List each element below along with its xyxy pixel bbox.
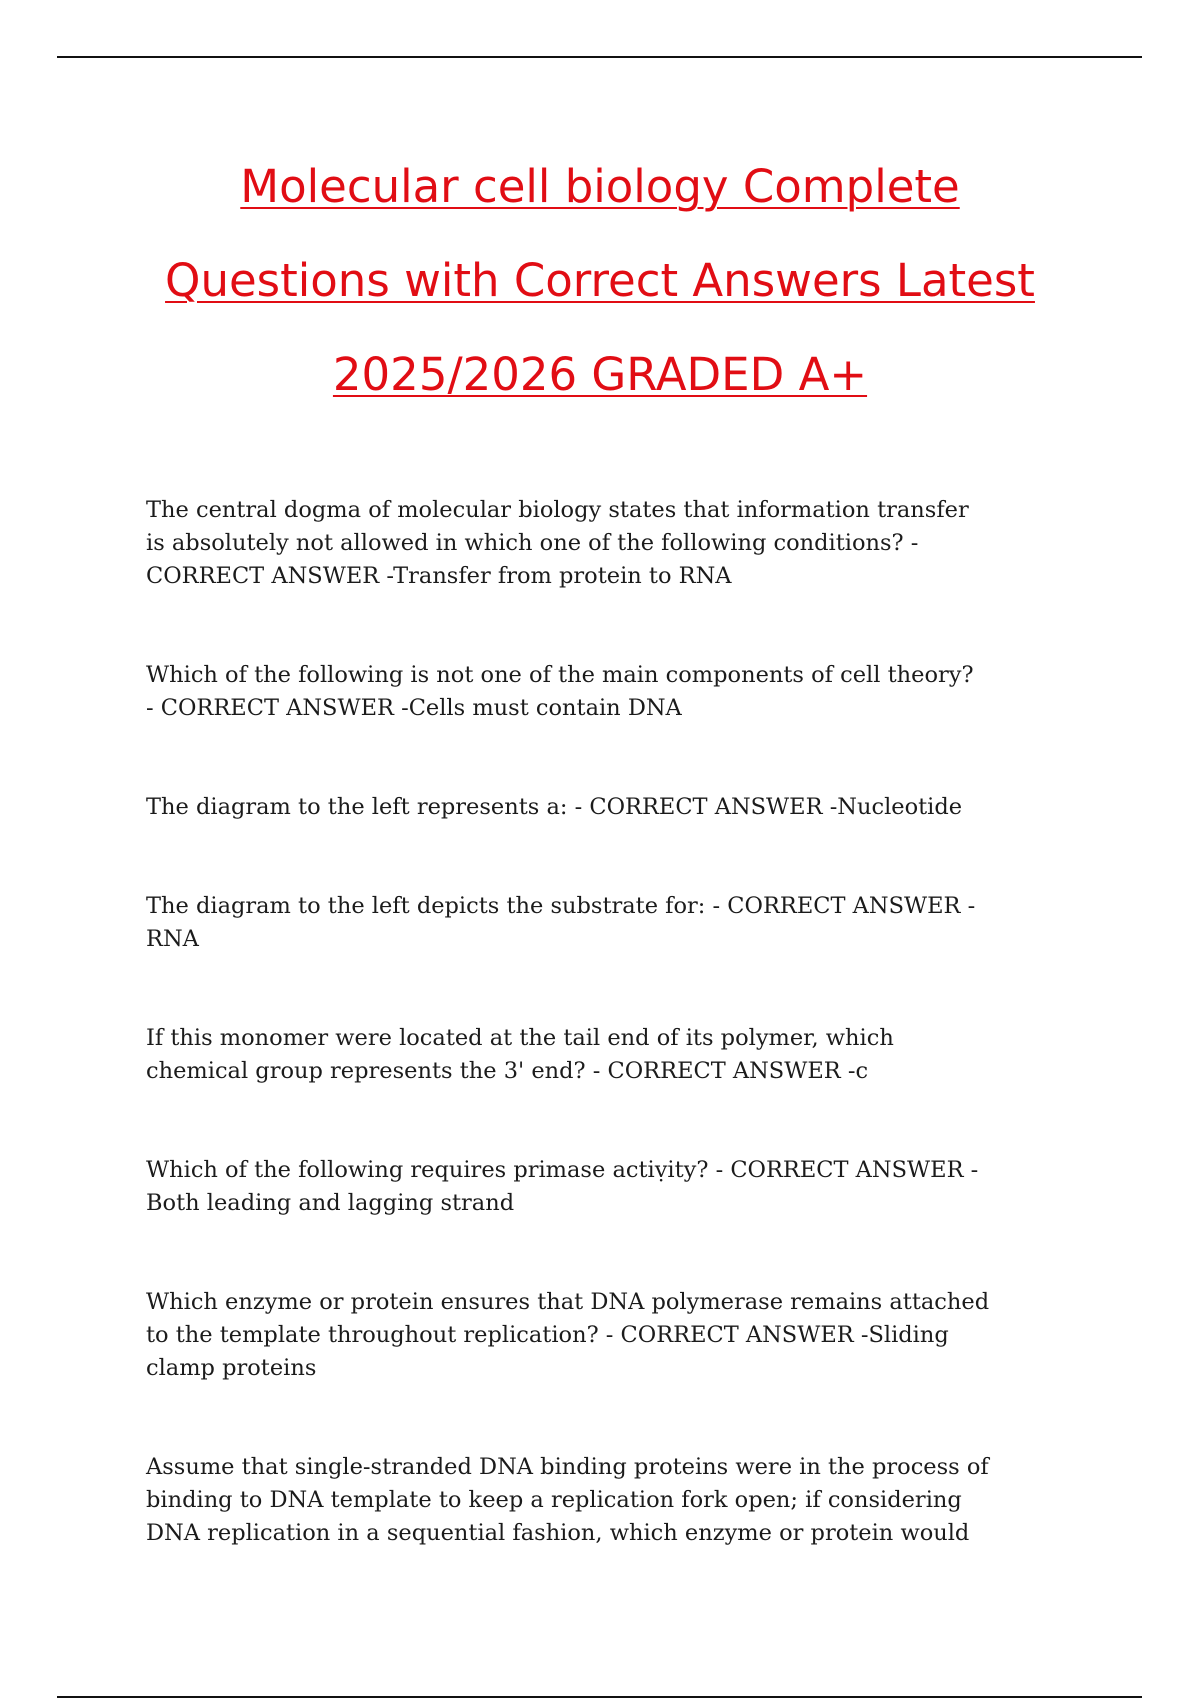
question-item-3: The diagram to the left represents a: - CORRECT ANSWER -Nucleotide <box>146 794 963 820</box>
title-line-1: Molecular cell biology Complete <box>240 160 960 213</box>
question-item-5: If this monomer were located at the tail end of its polymer, which chemical group represents the 3' end? - CORRECT ANSWER -c <box>146 1025 894 1084</box>
title-line-3: 2025/2026 GRADED A+ <box>332 348 868 401</box>
top-divider <box>57 56 1142 58</box>
question-item-1: The central dogma of molecular biology states that information transfer is absolutely not allowed in which one of the following conditions? - CORRECT ANSWER -Transfer from protein to RNA <box>146 497 969 589</box>
question-item-4: The diagram to the left depicts the substrate for: - CORRECT ANSWER - RNA <box>146 893 976 952</box>
question-item-6: Which of the following requires primase actiṿity? - CORRECT ANSWER - Both leading and lagging strand <box>146 1157 979 1216</box>
title-line-2: Questions with Correct Answers Latest <box>165 254 1035 307</box>
bottom-divider <box>57 1696 1142 1698</box>
question-item-2: Which of the following is not one of the main components of cell theory? - CORRECT ANSWER -Cells must contain DNA <box>146 662 974 721</box>
document-title <box>80 140 1120 422</box>
question-item-8: Assume that single-stranded DNA binding proteins were in the process of binding to DNA template to keep a replication fork open; if considering DNA replication in a sequential fashion, which enzyme or protein would <box>146 1454 989 1546</box>
question-item-7: Which enzyme or protein ensures that DNA polymerase remains attached to the template throughout replication? - CORRECT ANSWER -Sliding clamp proteins <box>146 1289 990 1381</box>
question-list <box>146 494 1076 1550</box>
